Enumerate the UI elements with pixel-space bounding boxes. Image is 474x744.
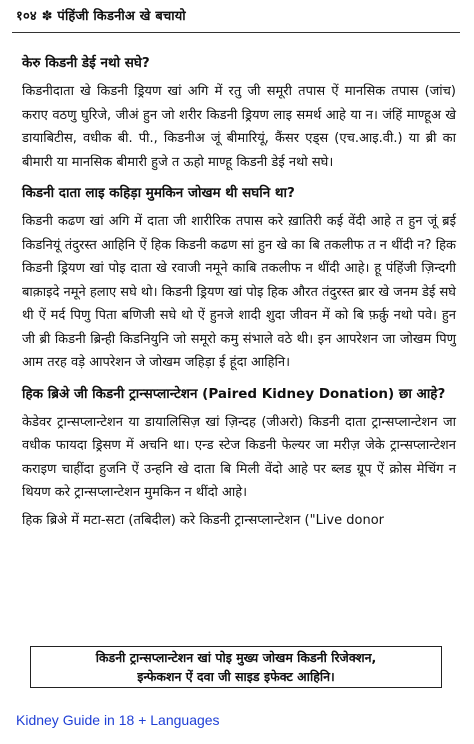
running-header: १०४ ✽ पंहिंजी किडनीअ खे बचायो (16, 9, 186, 24)
section-paragraph: केडेवर ट्रान्सप्लान्टेशन या डायालिसिज़ खां ज़िन्दह (जीअरो) किडनी दाता ट्रान्सप्लान्टेशन जा वधीक फायदा ड्रिसण में अचनि था। एन्ड स्टेज किडनी फेल्यर जा मरीज़ जेके ट्रान्सप्लान्टेशन कराइण चाहींदा हुजनि ऐं उन्हनि खे दाता बि मिली वेंदो आहे पर ब्लड ग्रूप ऐं क्रोस मेचिंग न थियण करे ट्रान्सप्लान्टेशन मुमकिन न थींदो आहे। (22, 414, 456, 500)
page-body (22, 44, 456, 536)
section-paragraph: किडनीदाता खे किडनी ड्रियण खां अगि में रतु जी समूरी तपास ऐं मानसिक तपास (जांच) कराए वठणु घुरिजे, जीअं हुन जो शरीर किडनी ड्रियण लाइ समर्थ आहे या न। जंहिं माण्हूअ खे डायाबिटीस, वधीक बी. पी., किडनीअ जूं बीमारियूं, कैंसर एड्स (एच.आइ.वी.) या ब्री का बीमारी या मानसिक बीमारी हुजे त ऊहो माण्हू किडनी डेई नथो सघे। (22, 84, 456, 170)
summary-line-2: इन्फेकशन ऐं दवा जी साइड इफेक्ट आहिनि। (137, 669, 335, 684)
summary-callout-box (30, 646, 442, 688)
summary-line-1: किडनी ट्रान्सप्लान्टेशन खां पोइ मुख्य जोखम किडनी रिजेक्शन, (95, 650, 377, 665)
section-heading-donor-risks: किडनी दाता लाइ कहिड़ा मुमकिन जोखम थी सघनि था? (22, 185, 295, 201)
section-paragraph: किडनी कढण खां अगि में दाता जी शारीरिक तपास करे ख़ातिरी कई वेंदी आहे त हुन जूं ब्रई किडनियूं तंदुरस्त आहिनि ऐं हिक किडनी कढण सां हुन खे का बि तकलीफ त न थींदी न? हिक किडनी ड्रियण खां पोइ दाता खे रवाजी नमूने काबि तकलीफ न थींदी आहे। हू पंहिंजी ज़िन्दगी बाक़ाइदे नमूने हलाए सघे थो। किडनी ड्रियण खां पोइ हिक औरत तंदुरस्त ब्रार खे जनम डेई सघे थी ऐं मर्द पिणु पिता बणिजी सघे थो ऐं हुनजे शादी शुदा जीवन में को बि फ़र्क़ु नथो पवे। हुन जी ब्री किडनी ब्रिन्ही किडनियुनि जो समूरो कमु संभाले वठे थी। इन आपरेशन जा जोखम पिणु आम तरह वड़े आपरेशन जे जोखम जहिड़ा ई हूंदा आहिनि। (22, 214, 456, 370)
section-heading-who-cannot-donate: केरु किडनी डेई नथो सघे? (22, 55, 150, 71)
kidney-guide-languages-link[interactable]: Kidney Guide in 18 + Languages (16, 712, 220, 728)
section-heading-paired-donation: हिक ब्रिअे जी किडनी ट्रान्सप्लान्टेशन (Paired Kidney Donation) छा आहे? (22, 385, 446, 402)
header-divider (12, 32, 460, 33)
section-paragraph: हिक ब्रिअे में मटा-सटा (तबिदील) करे किडनी ट्रान्सप्लान्टेशन ("Live donor (22, 512, 384, 528)
